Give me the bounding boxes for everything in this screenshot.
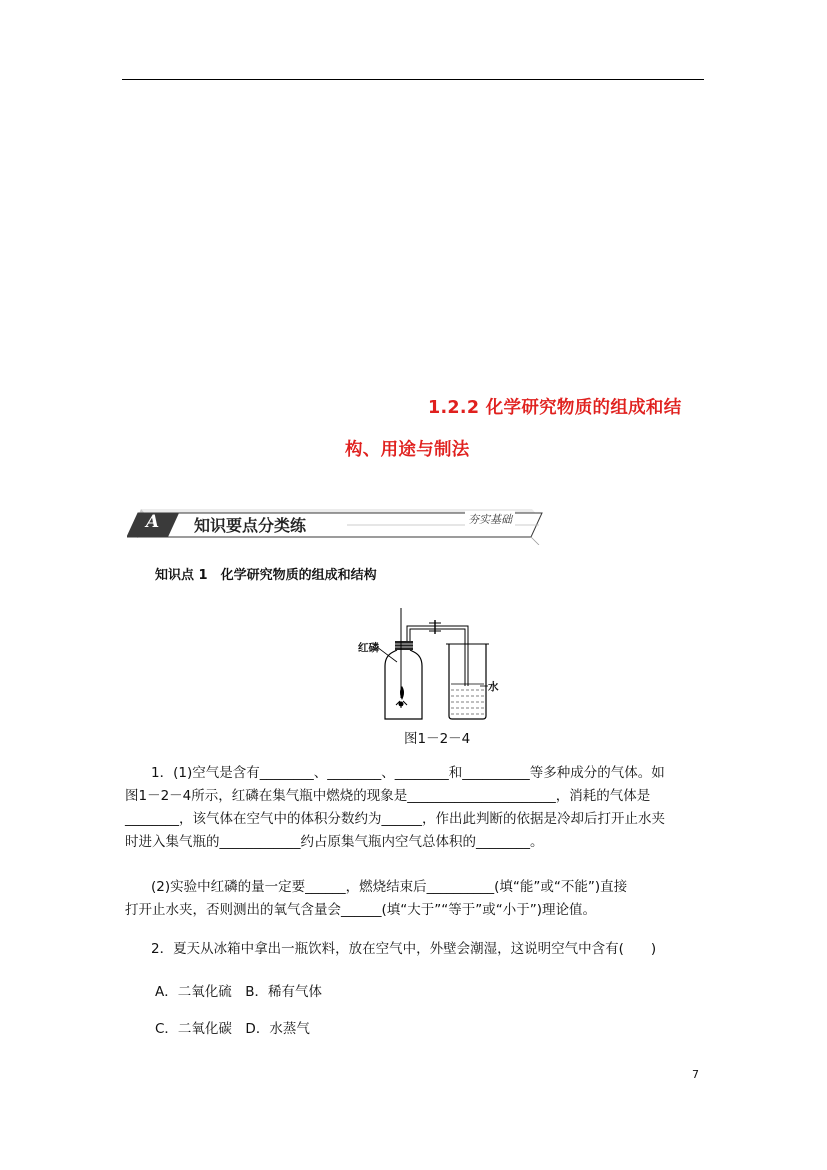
section-title-line2: 构、用途与制法 bbox=[345, 440, 470, 460]
question2-options-row1: A．二氧化硫 B．稀有气体 bbox=[155, 984, 322, 1000]
question2-stem bbox=[125, 938, 710, 961]
figure-caption: 图1－2－4 bbox=[404, 731, 471, 747]
q1p2-line-1: (2)实验中红磷的量一定要______，燃烧结束后__________(填“能”或“不能”)直接 bbox=[151, 879, 628, 895]
section-banner bbox=[127, 505, 547, 545]
question1-part2 bbox=[125, 876, 710, 922]
q1p2-line-2: 打开止水夹，否则测出的氧气含量会______(填“大于”“等于”或“小于”)理论值。 bbox=[125, 902, 596, 918]
header-rule bbox=[122, 79, 704, 80]
q1-line-3: ________，该气体在空气中的体积分数约为______，作出此判断的依据是冷却后打开止水夹 bbox=[125, 811, 665, 827]
question1-part1 bbox=[125, 762, 710, 854]
section-title-line1: 1.2.2 化学研究物质的组成和结 bbox=[428, 398, 682, 418]
experiment-figure bbox=[355, 606, 505, 724]
banner-subtitle: 夯实基础 bbox=[465, 511, 515, 527]
knowledge-point-heading: 知识点 1 化学研究物质的组成和结构 bbox=[155, 568, 377, 583]
page-number: 7 bbox=[692, 1068, 699, 1081]
question2-options-row2: C．二氧化碳 D．水蒸气 bbox=[155, 1021, 310, 1037]
label-red-phosphorus: 红磷 bbox=[358, 642, 379, 654]
q2-stem-text: 2．夏天从冰箱中拿出一瓶饮料，放在空气中，外壁会潮湿，这说明空气中含有( ) bbox=[151, 941, 657, 957]
apparatus-diagram bbox=[355, 606, 505, 724]
label-water: 水 bbox=[488, 681, 499, 693]
banner-badge: A bbox=[146, 512, 160, 532]
q1-line-2: 图1－2－4所示，红磷在集气瓶中燃烧的现象是______________________，消耗的气体是 bbox=[125, 788, 651, 804]
q1-line-1: 1．(1)空气是含有________、________、________和__________等多种成分的气体。如 bbox=[151, 765, 665, 781]
banner-heading: 知识要点分类练 bbox=[194, 516, 307, 535]
q1-line-4: 时进入集气瓶的____________约占原集气瓶内空气总体积的________。 bbox=[125, 834, 544, 850]
